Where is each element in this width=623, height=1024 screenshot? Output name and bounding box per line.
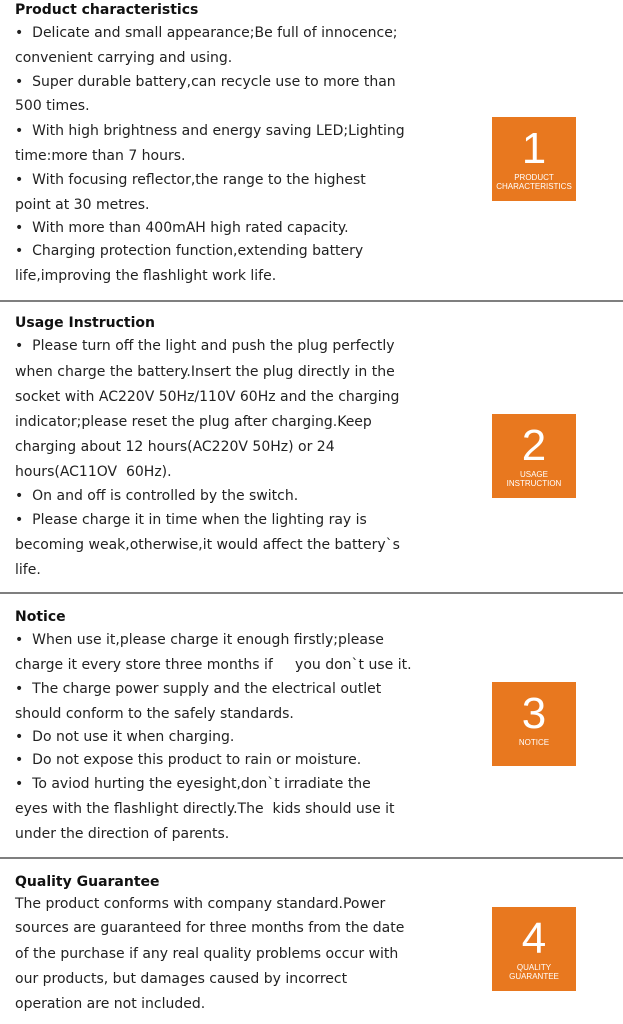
section-1-line: • With more than 400mAH high rated capacity.: [15, 220, 349, 236]
section-1-line: 500 times.: [15, 98, 90, 114]
section-2-line: when charge the battery.Insert the plug directly in the: [15, 364, 395, 380]
section-3-line: • To aviod hurting the eyesight,don`t irradiate the: [15, 776, 371, 792]
section-3-line: • Do not use it when charging.: [15, 729, 235, 745]
section-2-line: hours(AC11OV 60Hz).: [15, 464, 172, 480]
badge-caption: GUARANTEE: [509, 972, 559, 981]
section-divider: [0, 300, 623, 302]
badge-number: 2: [521, 421, 547, 470]
section-divider: [0, 857, 623, 859]
section-3-line: charge it every store three months if you don`t use it.: [15, 657, 412, 673]
section-3-badge: [492, 682, 576, 766]
badge-caption: NOTICE: [518, 738, 550, 747]
section-2-line: becoming weak,otherwise,it would affect the battery`s: [15, 537, 400, 553]
section-1-line: • With high brightness and energy saving LED;Lighting: [15, 123, 405, 139]
section-3-line: under the direction of parents.: [15, 826, 230, 842]
section-1-line: • Delicate and small appearance;Be full of innocence;: [15, 25, 398, 41]
section-3-line: eyes with the flashlight directly.The kids should use it: [15, 801, 395, 817]
section-2-heading: Usage Instruction: [15, 315, 155, 331]
section-3-line: • When use it,please charge it enough firstly;please: [15, 632, 384, 648]
section-divider: [0, 592, 623, 594]
section-2-line: • On and off is controlled by the switch.: [15, 488, 299, 504]
section-1-line: point at 30 metres.: [15, 197, 150, 213]
section-3-line: should conform to the safely standards.: [15, 706, 294, 722]
section-1-line: life,improving the flashlight work life.: [15, 268, 277, 284]
section-1-line: • Super durable battery,can recycle use to more than: [15, 74, 396, 90]
section-3-line: • Do not expose this product to rain or moisture.: [15, 752, 362, 768]
section-2-line: life.: [15, 562, 41, 578]
section-3-heading: Notice: [15, 609, 66, 625]
section-4-line: sources are guaranteed for three months from the date: [15, 920, 405, 936]
section-2-badge: [492, 414, 576, 498]
badge-number: 3: [521, 689, 547, 738]
badge-caption: QUALITY: [516, 963, 552, 972]
section-2-line: charging about 12 hours(AC220V 50Hz) or 24: [15, 439, 335, 455]
section-4-line: of the purchase if any real quality problems occur with: [15, 946, 399, 962]
section-4-line: The product conforms with company standard.Power: [15, 896, 386, 912]
badge-caption: PRODUCT: [514, 173, 554, 182]
section-4-line: operation are not included.: [15, 996, 206, 1012]
badge-number: 4: [521, 914, 547, 963]
section-1-heading: Product characteristics: [15, 2, 199, 18]
badge-caption: CHARACTERISTICS: [496, 182, 572, 191]
section-1-line: time:more than 7 hours.: [15, 148, 186, 164]
badge-caption: INSTRUCTION: [506, 479, 562, 488]
section-4-badge: [492, 907, 576, 991]
badge-caption: USAGE: [519, 470, 548, 479]
section-2-line: socket with AC220V 50Hz/110V 60Hz and the charging: [15, 389, 400, 405]
section-2-line: indicator;please reset the plug after charging.Keep: [15, 414, 372, 430]
section-1-badge: [492, 117, 576, 201]
section-4-heading: Quality Guarantee: [15, 874, 160, 890]
section-2-line: • Please charge it in time when the lighting ray is: [15, 512, 367, 528]
section-1-line: convenient carrying and using.: [15, 50, 233, 66]
section-3-line: • The charge power supply and the electrical outlet: [15, 681, 382, 697]
section-4-line: our products, but damages caused by incorrect: [15, 971, 348, 987]
section-2-line: • Please turn off the light and push the plug perfectly: [15, 338, 395, 354]
section-1-line: • With focusing reflector,the range to the highest: [15, 172, 366, 188]
section-1-line: • Charging protection function,extending battery: [15, 243, 364, 259]
badge-number: 1: [521, 124, 547, 173]
